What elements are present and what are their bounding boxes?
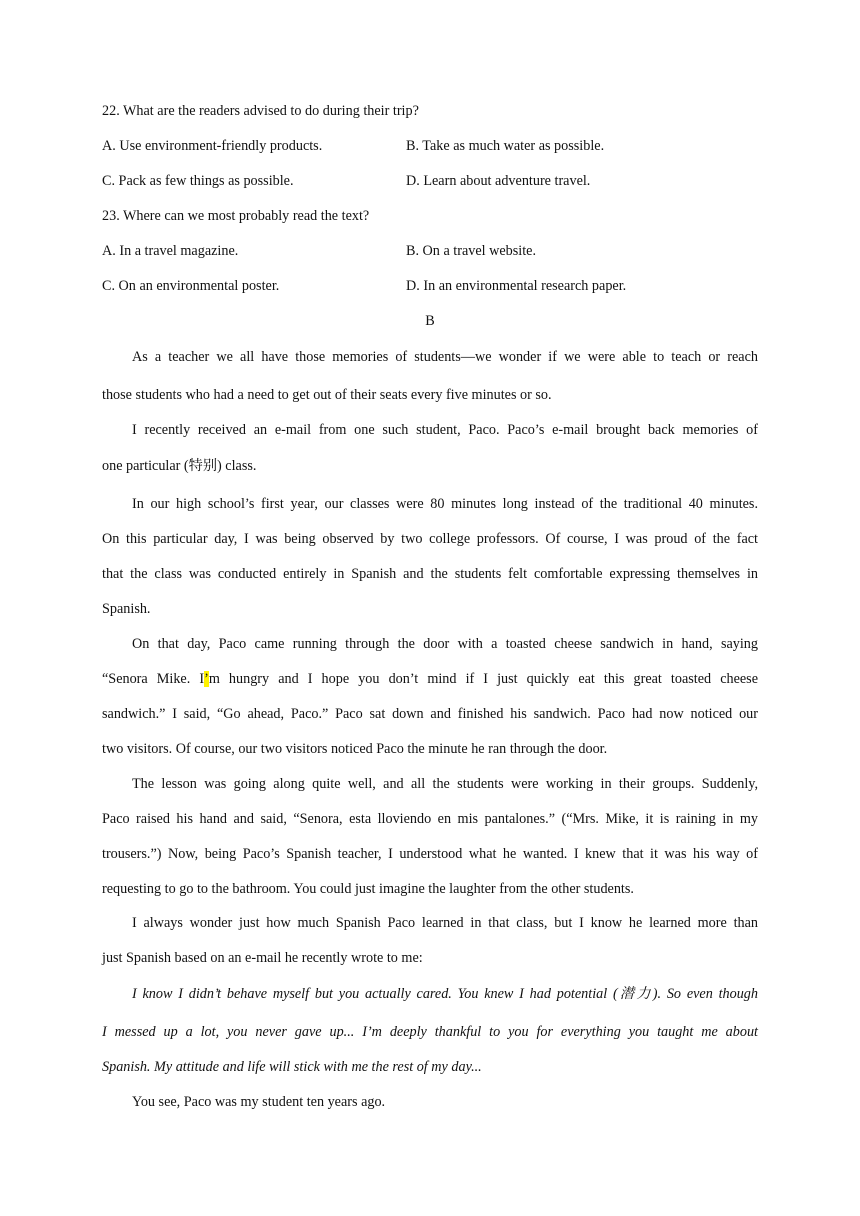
passage-line: Spanish. — [102, 601, 151, 617]
passage-line: that the class was conducted entirely in Spanish and the students felt comfortable expressing themselves in — [102, 566, 758, 582]
question-22-option-d: D. Learn about adventure travel. — [406, 173, 591, 189]
passage-line: two visitors. Of course, our two visitors noticed Paco the minute he ran through the door. — [102, 741, 608, 757]
question-22-option-c: C. Pack as few things as possible. — [102, 173, 294, 189]
passage-line: Paco raised his hand and said, “Senora, esta lloviendo en mis pantalones.” (“Mrs. Mike, it is raining in my — [102, 811, 758, 827]
passage-line-rest: m hungry and I hope you don’t mind if I just quickly eat this great toasted cheese — [208, 671, 758, 687]
passage-line: In our high school’s first year, our classes were 80 minutes long instead of the traditional 40 minutes. — [132, 496, 758, 512]
question-22-option-b: B. Take as much water as possible. — [406, 138, 605, 154]
passage-line: As a teacher we all have those memories of students—we wonder if we were able to teach or reach — [132, 349, 758, 365]
question-23-option-c: C. On an environmental poster. — [102, 278, 280, 294]
question-23-option-b: B. On a travel website. — [406, 243, 537, 259]
quote-line: I messed up a lot, you never gave up... I’m deeply thankful to you for everything you taught me about — [102, 1024, 758, 1040]
passage-line: trousers.”) Now, being Paco’s Spanish teacher, I understood what he wanted. I knew that it was his way of — [102, 846, 758, 862]
question-23-option-d: D. In an environmental research paper. — [406, 278, 627, 294]
question-23-stem: 23. Where can we most probably read the text? — [102, 208, 370, 224]
passage-line: You see, Paco was my student ten years ago. — [132, 1094, 386, 1110]
question-22-stem: 22. What are the readers advised to do during their trip? — [102, 103, 419, 119]
passage-line: one particular (特别) class. — [102, 458, 257, 474]
passage-line: those students who had a need to get out of their seats every five minutes or so. — [102, 387, 552, 403]
quote-line: Spanish. My attitude and life will stick with me the rest of my day... — [102, 1059, 482, 1075]
highlight-mark: ’ — [204, 671, 209, 687]
passage-line-start: “Senora Mike. I — [102, 671, 205, 687]
passage-line: requesting to go to the bathroom. You could just imagine the laughter from the other students. — [102, 881, 634, 897]
passage-line: I always wonder just how much Spanish Paco learned in that class, but I know he learned more than — [132, 915, 758, 931]
passage-line-highlight — [102, 670, 758, 688]
passage-line: sandwich.” I said, “Go ahead, Paco.” Paco sat down and finished his sandwich. Paco had now noticed our — [102, 706, 758, 722]
question-22-option-a: A. Use environment-friendly products. — [102, 138, 323, 154]
quote-line: I know I didn’t behave myself but you actually cared. You knew I had potential (潜力). So even though — [132, 986, 758, 1002]
passage-line: I recently received an e-mail from one such student, Paco. Paco’s e-mail brought back memories of — [132, 422, 758, 438]
passage-line: On that day, Paco came running through the door with a toasted cheese sandwich in hand, saying — [132, 636, 758, 652]
passage-line: just Spanish based on an e-mail he recently wrote to me: — [102, 950, 423, 966]
passage-line: The lesson was going along quite well, and all the students were working in their groups. Suddenly, — [132, 776, 758, 792]
question-23-option-a: A. In a travel magazine. — [102, 243, 239, 259]
passage-line: On this particular day, I was being observed by two college professors. Of course, I was proud of the fact — [102, 531, 758, 547]
section-label: B — [425, 313, 435, 329]
